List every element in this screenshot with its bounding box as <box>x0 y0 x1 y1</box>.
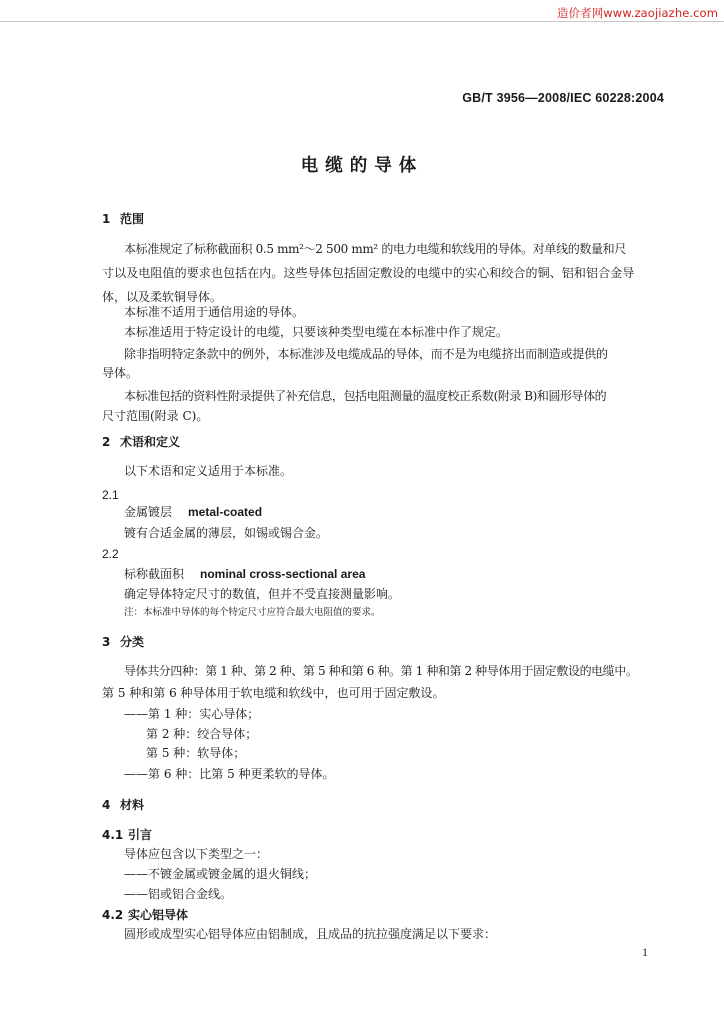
term-english: nominal cross-sectional area <box>200 567 366 581</box>
section-number: 2 <box>102 435 111 449</box>
section-number: 4.2 <box>102 908 124 922</box>
section-number: 1 <box>102 212 111 226</box>
page-number: 1 <box>642 945 648 959</box>
term-heading <box>124 504 262 520</box>
term-definition: 镀有合适金属的薄层，如锡或锡合金。 <box>124 526 329 540</box>
term-number: 2.1 <box>102 488 119 502</box>
materials-item: ——不镀金属或镀金属的退火铜线； <box>124 867 317 881</box>
header-rule <box>0 21 724 22</box>
section-title: 术语和定义 <box>120 435 181 449</box>
terms-intro: 以下术语和定义适用于本标准。 <box>124 464 293 478</box>
scope-paragraph-line: 本标准适用于特定设计的电缆，只要该种类型电缆在本标准中作了规定。 <box>124 325 509 339</box>
scope-paragraph-line: 除非指明特定条款中的例外，本标准涉及电缆成品的导体，而不是为电缆挤出而制造或提供的 <box>124 347 608 361</box>
section-number: 3 <box>102 635 111 649</box>
classification-line: 第 5 种和第 6 种导体用于软电缆和软线中，也可用于固定敷设。 <box>102 686 445 700</box>
section-4-1-heading <box>102 827 152 843</box>
term-note: 注：本标准中导体的每个特定尺寸应符合最大电阻值的要求。 <box>124 607 381 618</box>
scope-paragraph-line: 本标准不适用于通信用途的导体。 <box>124 305 305 319</box>
section-title: 分类 <box>120 635 145 649</box>
classification-item: ——第 6 种：比第 5 种更柔软的导体。 <box>124 767 335 781</box>
materials-item: ——铝或铝合金线。 <box>124 887 233 901</box>
term-chinese: 标称截面积 <box>124 567 185 581</box>
section-3-heading <box>102 634 144 650</box>
solid-aluminium-text: 圆形或成型实心铝导体应由铝制成，且成品的抗拉强度满足以下要求： <box>124 927 497 941</box>
section-4-heading <box>102 797 144 813</box>
scope-paragraph-line: 本标准包括的资料性附录提供了补充信息，包括电阻测量的温度校正系数(附录 B)和圆形导体的 <box>124 389 607 403</box>
scope-paragraph-line: 尺寸范围(附录 C)。 <box>102 409 209 423</box>
classification-line: 导体共分四种：第 1 种、第 2 种、第 5 种和第 6 种。第 1 种和第 2 种导体用于固定敷设的电缆中。 <box>124 664 638 678</box>
section-title: 材料 <box>120 798 145 812</box>
scope-paragraph-line: 体，以及柔软铜导体。 <box>102 290 223 304</box>
standard-number: GB/T 3956—2008/IEC 60228:2004 <box>462 91 664 105</box>
section-title: 范围 <box>120 212 145 226</box>
scope-paragraph-line: 导体。 <box>102 366 139 380</box>
section-title: 引言 <box>128 828 153 842</box>
section-title: 实心铝导体 <box>128 908 189 922</box>
scope-paragraph-line: 寸以及电阻值的要求也包括在内。这些导体包括固定敷设的电缆中的实心和绞合的铜、铝和铝合金导 <box>102 266 635 280</box>
classification-item: ——第 1 种：实心导体； <box>124 707 260 721</box>
watermark-url[interactable]: 造价者网www.zaojiazhe.com <box>556 6 718 20</box>
section-number: 4 <box>102 798 111 812</box>
term-chinese: 金属镀层 <box>124 505 173 519</box>
document-title: 电缆的导体 <box>300 156 424 176</box>
term-definition: 确定导体特定尺寸的数值，但并不受直接测量影响。 <box>124 587 401 601</box>
scope-paragraph-line: 本标准规定了标称截面积 0.5 mm²～2 500 mm² 的电力电缆和软线用的导体。对单线的数量和尺 <box>124 242 626 256</box>
classification-item: 第 2 种：绞合导体； <box>146 727 258 741</box>
section-1-heading <box>102 211 144 227</box>
materials-intro: 导体应包含以下类型之一： <box>124 847 269 861</box>
section-2-heading <box>102 434 180 450</box>
section-4-2-heading <box>102 907 188 923</box>
section-number: 4.1 <box>102 828 124 842</box>
term-number: 2.2 <box>102 547 119 561</box>
term-heading <box>124 566 365 582</box>
classification-item: 第 5 种：软导体； <box>146 746 246 760</box>
term-english: metal-coated <box>188 505 263 519</box>
